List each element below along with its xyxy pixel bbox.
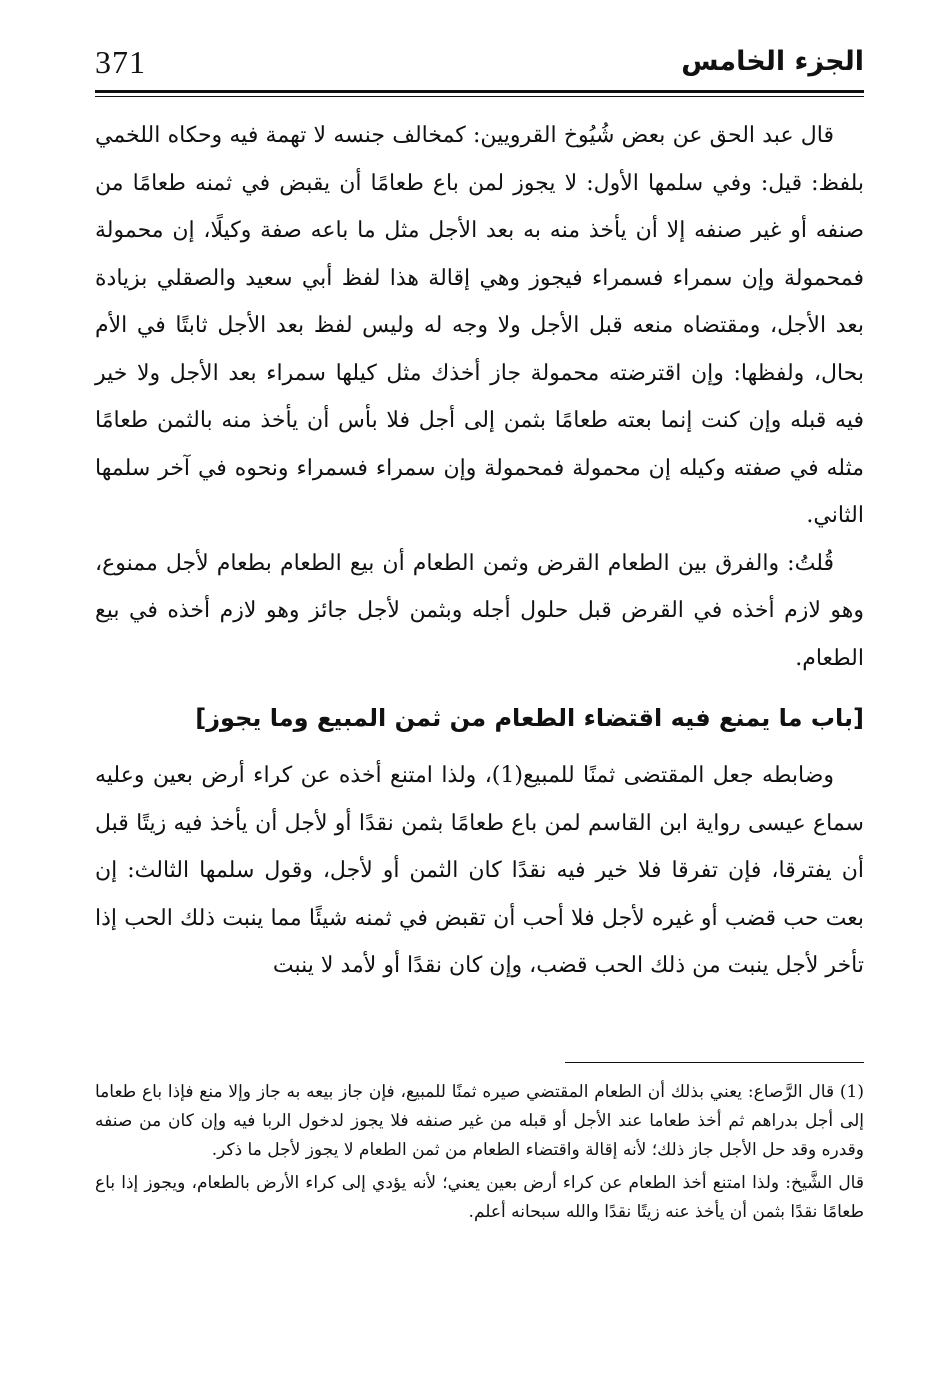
footnote-separator (565, 1062, 864, 1063)
footnote-2: قال الشَّيخ: ولذا امتنع أخذ الطعام عن كراء أرض بعين يعني؛ لأنه يؤدي إلى كراء الأرض بالطعام، ويجوز إذا باع طعامًا نقدًا بثمن أن يأخذ عنه زيتًا نقدًا والله سبحانه أعلم. (95, 1173, 864, 1222)
running-title: الجزء الخامس (681, 46, 864, 77)
footnote-1: (1) قال الرَّصاع: يعني بذلك أن الطعام المقتضي صيره ثمنًا للمبيع، فإن جاز بيعه به جاز وإلا منع فإذا باع طعاما إلى أجل بدراهم ثم أخذ طعاما عند الأجل أو قبله من غير صنفه فلا يجوز لدخول الربا فيه وإن كان من صنفه وقدره وقد حل الأجل جاز ذلك؛ لأنه إقالة واقتضاء الطعام من ثمن الطعام لا يجوز لأجل ما ذكر. (95, 1082, 864, 1160)
paragraph-2: قُلتُ: والفرق بين الطعام القرض وثمن الطعام أن بيع الطعام بطعام لأجل ممنوع، وهو لازم أخذه في القرض قبل حلول أجله وبثمن لأجل جائز وهو لازم أخذه في بيع الطعام. (95, 550, 864, 671)
header-rule-thick (95, 90, 864, 93)
footnotes (95, 1078, 864, 1231)
paragraph-1: قال عبد الحق عن بعض شُيُوخ القرويين: كمخالف جنسه لا تهمة فيه وحكاه اللخمي بلفظ: قيل: وفي سلمها الأول: لا يجوز لمن باع طعامًا أن يقبض في ثمنه طعامًا من صنفه أو غير صنفه إلا أن يأخذ منه به بعد الأجل مثل ما باعه صفة وكيلًا، إن محمولة فمحمولة وإن سمراء فسمراء فيجوز وهي إقالة هذا لفظ أبي سعيد والصقلي بزيادة بعد الأجل، ومقتضاه منعه قبل الأجل ولا وجه له وليس لفظ بعد الأجل ثابتًا في الأم بحال، ولفظها: وإن اقترضته محمولة جاز أخذك مثل كيلها سمراء بعد الأجل ولا خير فيه قبله وإن كنت إنما بعته طعامًا بثمن إلى أجل فلا بأس أن يأخذ منه بالثمن طعامًا مثله في صفته وكيله إن محمولة فمحمولة وإن سمراء فسمراء ونحوه في آخر سلمها الثاني. (95, 123, 864, 528)
page-header (95, 40, 864, 90)
page-number: 371 (95, 44, 146, 80)
header-rule-thin (95, 96, 864, 97)
section-heading: [باب ما يمنع فيه اقتضاء الطعام من ثمن المبيع وما يجوز] (195, 704, 864, 732)
paragraph-3: وضابطه جعل المقتضى ثمنًا للمبيع(1)، ولذا امتنع أخذه عن كراء أرض بعين وعليه سماع عيسى رواية ابن القاسم لمن باع طعامًا بثمن نقدًا أو لأجل أن يأخذ فيه زيتًا قبل أن يفترقا، فإن تفرقا فلا خير فيه نقدًا كان الثمن أو لأجل، وقول سلمها الثالث: إن بعت حب قضب أو غيره لأجل فلا أحب أن تقبض في ثمنه شيئًا مما ينبت ذلك الحب إذا تأخر لأجل ينبت من ذلك الحب قضب، وإن كان نقدًا أو لأمد لا ينبت (95, 763, 864, 978)
main-text (95, 112, 864, 990)
